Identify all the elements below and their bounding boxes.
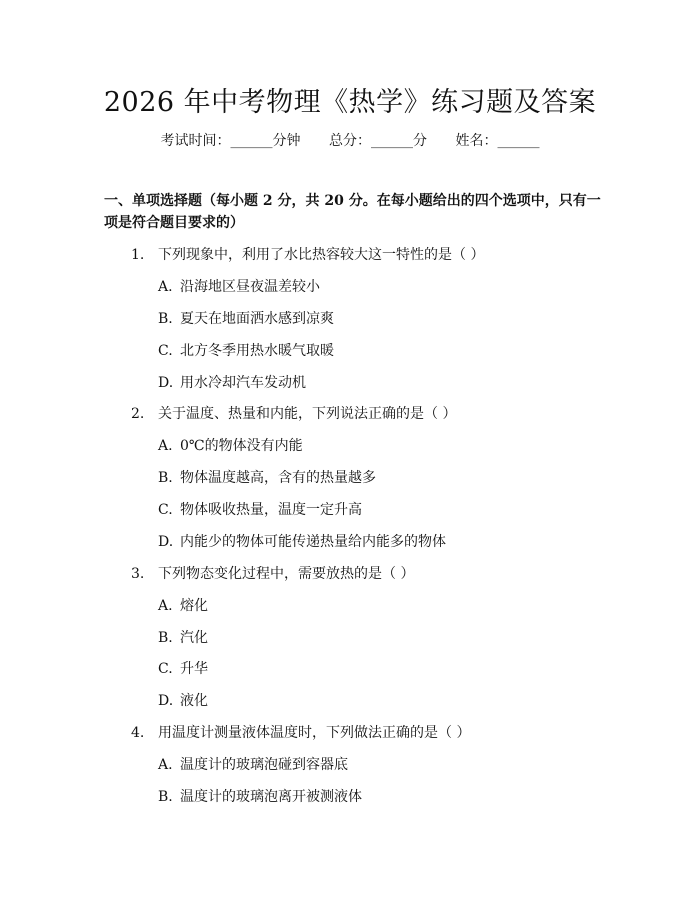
question-3	[131, 563, 414, 583]
question-3-option-d	[158, 690, 208, 710]
option-letter: A.	[158, 279, 173, 295]
option-text: 温度计的玻璃泡离开被测液体	[180, 789, 362, 805]
question-text: 用温度计测量液体温度时，下列做法正确的是（ ）	[158, 725, 471, 741]
exam-info-line	[0, 130, 700, 150]
option-text: 汽化	[180, 630, 208, 646]
option-letter: A.	[158, 757, 173, 773]
option-text: 温度计的玻璃泡碰到容器底	[180, 757, 348, 773]
option-letter: B.	[158, 311, 173, 327]
question-2-option-a	[158, 435, 303, 455]
question-number: 3.	[131, 566, 145, 582]
option-letter: B.	[158, 630, 173, 646]
question-text: 下列物态变化过程中，需要放热的是（ ）	[158, 566, 415, 582]
option-letter: D.	[158, 693, 174, 709]
question-2-option-d	[158, 531, 446, 551]
option-letter: C.	[158, 343, 173, 359]
option-letter: B.	[158, 470, 173, 486]
question-1-option-c	[158, 340, 334, 360]
question-2-option-c	[158, 499, 362, 519]
option-text: 熔化	[180, 598, 208, 614]
option-letter: C.	[158, 502, 173, 518]
option-letter: D.	[158, 534, 174, 550]
question-1	[131, 244, 484, 264]
option-letter: B.	[158, 789, 173, 805]
question-3-option-b	[158, 627, 208, 647]
option-text: 夏天在地面洒水感到凉爽	[180, 311, 334, 327]
question-text: 关于温度、热量和内能，下列说法正确的是（ ）	[158, 406, 457, 422]
question-number: 1.	[131, 247, 145, 263]
option-text: 内能少的物体可能传递热量给内能多的物体	[180, 534, 446, 550]
question-4-option-b	[158, 786, 362, 806]
question-number: 4.	[131, 725, 145, 741]
question-3-option-a	[158, 595, 208, 615]
page-title: 2026 年中考物理《热学》练习题及答案	[103, 87, 597, 118]
question-3-option-c	[158, 658, 208, 678]
option-text: 用水冷却汽车发动机	[180, 375, 306, 391]
question-number: 2.	[131, 406, 145, 422]
option-text: 液化	[180, 693, 208, 709]
option-text: 物体温度越高，含有的热量越多	[180, 470, 376, 486]
option-letter: D.	[158, 375, 174, 391]
question-4-option-a	[158, 754, 348, 774]
question-text: 下列现象中，利用了水比热容较大这一特性的是（ ）	[158, 247, 485, 263]
option-letter: C.	[158, 661, 173, 677]
question-1-option-b	[158, 308, 334, 328]
option-letter: A.	[158, 598, 173, 614]
question-1-option-d	[158, 372, 306, 392]
question-1-option-a	[158, 276, 320, 296]
total-score-field: 总分：______分	[329, 133, 427, 149]
question-2	[131, 403, 456, 423]
section-heading: 一、单项选择题（每小题 2 分，共 20 分。在每小题给出的四个选项中，只有一项是符合题目要求的）	[104, 193, 601, 231]
question-4	[131, 722, 470, 742]
option-text: 物体吸收热量，温度一定升高	[180, 502, 362, 518]
student-name-field: 姓名：______	[455, 133, 540, 149]
option-text: 升华	[180, 661, 208, 677]
option-text: 北方冬季用热水暖气取暖	[180, 343, 334, 359]
option-text: 0℃的物体没有内能	[180, 438, 303, 454]
option-letter: A.	[158, 438, 173, 454]
option-text: 沿海地区昼夜温差较小	[180, 279, 320, 295]
question-2-option-b	[158, 467, 376, 487]
exam-time-field: 考试时间：______分钟	[160, 133, 301, 149]
